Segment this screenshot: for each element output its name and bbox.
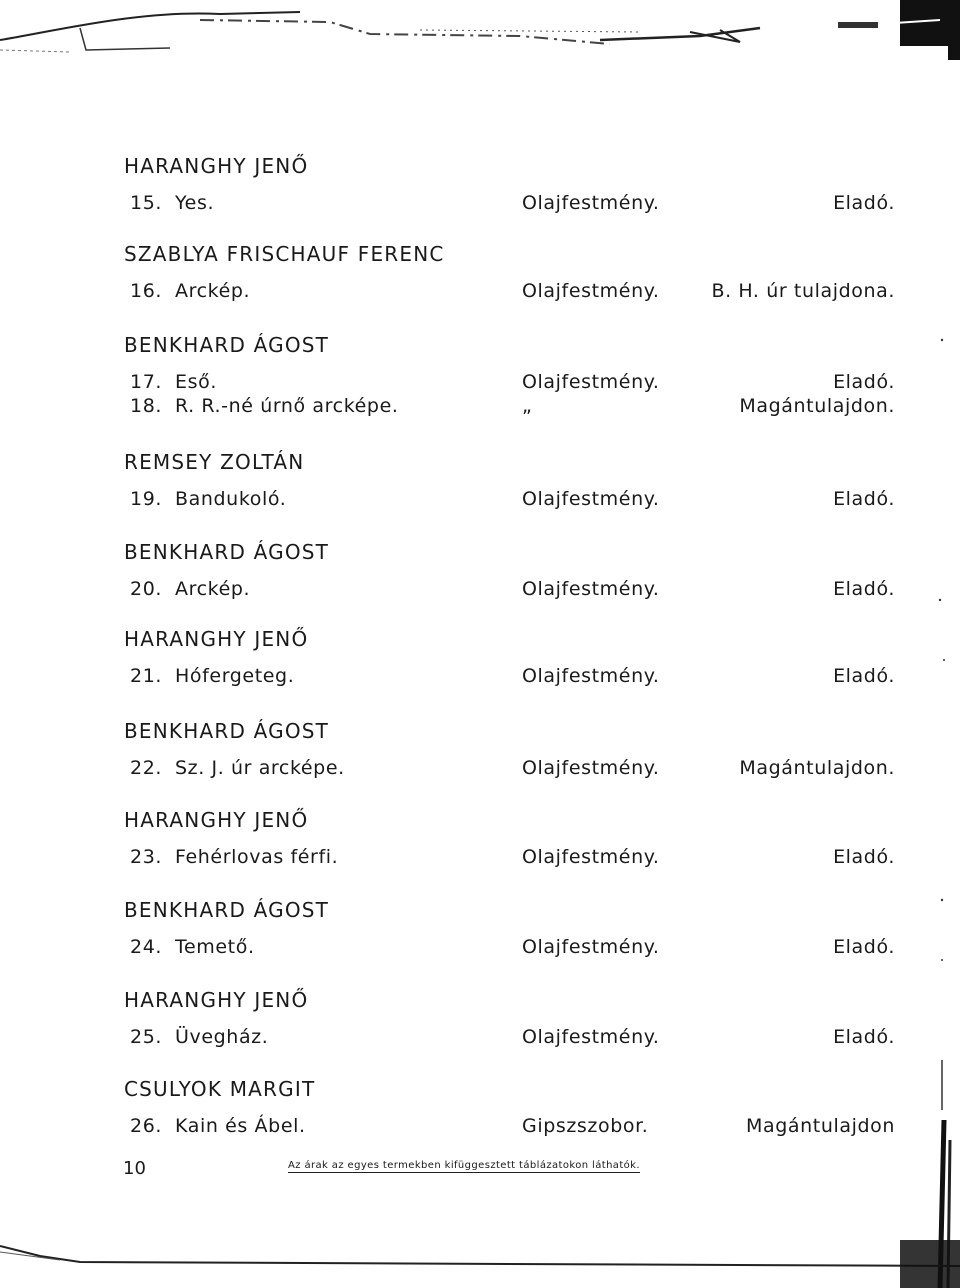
artwork-title: Yes. xyxy=(175,192,215,214)
artwork-medium: Olajfestmény. xyxy=(522,371,660,393)
artwork-title: Hófergeteg. xyxy=(175,665,295,687)
catalog-entry xyxy=(0,936,960,962)
entry-number: 25. xyxy=(130,1026,163,1048)
entry-number: 24. xyxy=(130,936,163,958)
catalog-entry xyxy=(0,280,960,306)
artwork-status: Eladó. xyxy=(833,665,895,687)
artist-name: CSULYOK MARGIT xyxy=(124,1077,316,1101)
entry-number: 26. xyxy=(130,1115,163,1137)
artist-name: HARANGHY JENŐ xyxy=(124,988,309,1012)
artwork-status: Magántulajdon. xyxy=(739,395,895,417)
artist-name: BENKHARD ÁGOST xyxy=(124,333,330,357)
artwork-title: Arckép. xyxy=(175,578,251,600)
artwork-medium: Olajfestmény. xyxy=(522,280,660,302)
artwork-medium: Olajfestmény. xyxy=(522,665,660,687)
entry-number: 17. xyxy=(130,371,163,393)
artwork-status: Magántulajdon xyxy=(745,1115,895,1137)
catalog-entry xyxy=(0,1026,960,1052)
artist-name: REMSEY ZOLTÁN xyxy=(124,450,305,474)
artwork-status: B. H. úr tulajdona. xyxy=(711,280,895,302)
artwork-title: Sz. J. úr arcképe. xyxy=(175,757,345,779)
artwork-title: Arckép. xyxy=(175,280,251,302)
artwork-title: Üvegház. xyxy=(175,1026,269,1048)
entry-number: 20. xyxy=(130,578,163,600)
catalog-entry xyxy=(0,846,960,872)
artwork-medium: „ xyxy=(522,395,533,417)
catalog-entry xyxy=(0,192,960,218)
artwork-title: R. R.-né úrnő arcképe. xyxy=(175,395,399,417)
catalog-entry xyxy=(0,757,960,783)
artwork-title: Kain és Ábel. xyxy=(175,1115,306,1137)
entry-number: 15. xyxy=(130,192,163,214)
entry-number: 21. xyxy=(130,665,163,687)
artist-name: SZABLYA FRISCHAUF FERENC xyxy=(124,242,445,266)
artwork-title: Eső. xyxy=(175,371,217,393)
catalog-entry xyxy=(0,395,960,421)
catalog-entry xyxy=(0,1115,960,1141)
artwork-medium: Olajfestmény. xyxy=(522,846,660,868)
artwork-medium: Olajfestmény. xyxy=(522,192,660,214)
artwork-medium: Olajfestmény. xyxy=(522,757,660,779)
artwork-status: Eladó. xyxy=(833,371,895,393)
artwork-medium: Gipszszobor. xyxy=(522,1115,649,1137)
artwork-status: Magántulajdon. xyxy=(739,757,895,779)
artwork-status: Eladó. xyxy=(833,846,895,868)
artwork-status: Eladó. xyxy=(833,1026,895,1048)
artist-name: HARANGHY JENŐ xyxy=(124,627,309,651)
artwork-status: Eladó. xyxy=(833,192,895,214)
artwork-title: Fehérlovas férfi. xyxy=(175,846,339,868)
artist-name: HARANGHY JENŐ xyxy=(124,808,309,832)
artwork-title: Bandukoló. xyxy=(175,488,287,510)
catalog-entry xyxy=(0,371,960,397)
page-number: 10 xyxy=(123,1158,146,1179)
artwork-status: Eladó. xyxy=(833,488,895,510)
artwork-medium: Olajfestmény. xyxy=(522,936,660,958)
artwork-medium: Olajfestmény. xyxy=(522,1026,660,1048)
artist-name: BENKHARD ÁGOST xyxy=(124,898,330,922)
entry-number: 16. xyxy=(130,280,163,302)
artwork-medium: Olajfestmény. xyxy=(522,578,660,600)
entry-number: 23. xyxy=(130,846,163,868)
artist-name: BENKHARD ÁGOST xyxy=(124,540,330,564)
artwork-status: Eladó. xyxy=(833,936,895,958)
catalog-entry xyxy=(0,665,960,691)
entry-number: 19. xyxy=(130,488,163,510)
artwork-medium: Olajfestmény. xyxy=(522,488,660,510)
catalog-entry xyxy=(0,578,960,604)
footer-note: Az árak az egyes termekben kifüggesztett táblázatokon láthatók. xyxy=(288,1160,640,1171)
entry-number: 22. xyxy=(130,757,163,779)
artist-name: HARANGHY JENŐ xyxy=(124,154,309,178)
artist-name: BENKHARD ÁGOST xyxy=(124,719,330,743)
artwork-title: Temető. xyxy=(175,936,255,958)
artwork-status: Eladó. xyxy=(833,578,895,600)
entry-number: 18. xyxy=(130,395,163,417)
catalog-entry xyxy=(0,488,960,514)
